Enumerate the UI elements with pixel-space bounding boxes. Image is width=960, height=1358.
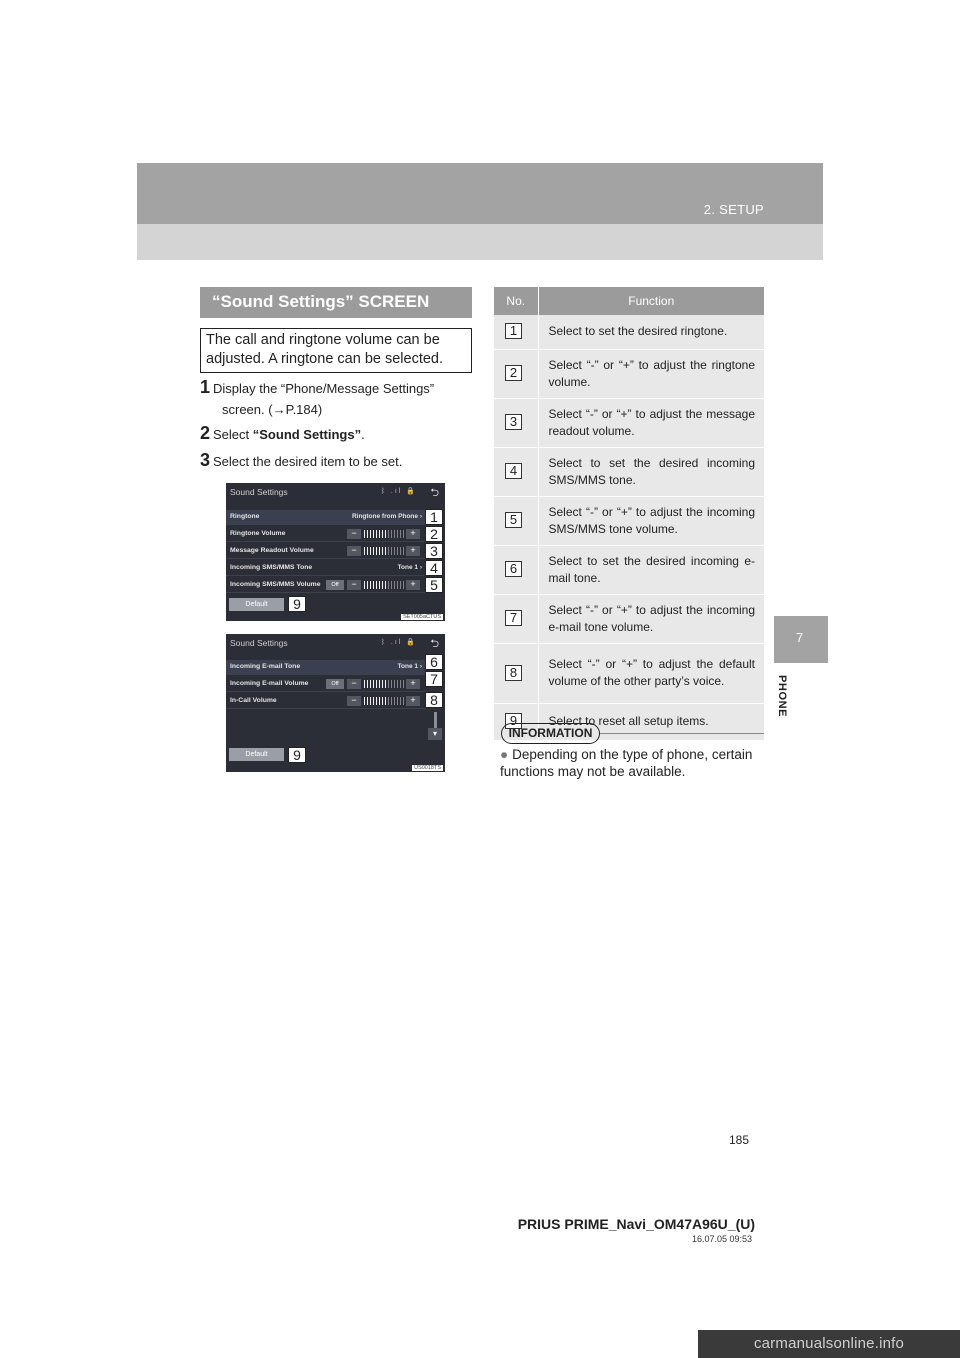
callout-6: 6	[425, 654, 443, 670]
row-value: Ringtone from Phone ›	[351, 513, 422, 520]
minus-button[interactable]: −	[347, 679, 361, 689]
section-title: “Sound Settings” SCREEN	[200, 287, 472, 318]
off-button[interactable]: Off	[326, 580, 344, 590]
row-function: Select “-” or “+” to adjust the incoming e-mail tone volume.	[538, 594, 764, 643]
callout-8: 8	[425, 692, 443, 708]
row-number: 3	[505, 414, 522, 430]
row-function: Select to reset all setup items.	[538, 703, 764, 740]
step-1-cont: screen. (→P.184)	[222, 402, 323, 417]
status-icons: ᛒ .ıl 🔒	[380, 639, 417, 646]
status-icons: ᛒ .ıl 🔒	[380, 488, 417, 495]
image-code: SET005aCTUS	[403, 614, 441, 620]
step-bold: “Sound Settings”	[252, 427, 362, 442]
default-button[interactable]: Default	[229, 748, 284, 761]
email-volume-row	[226, 677, 426, 692]
scrollbar[interactable]	[434, 712, 437, 728]
step-text: Display the “Phone/Message Settings”	[213, 381, 435, 396]
callout-9: 9	[288, 596, 306, 612]
default-button[interactable]: Default	[229, 598, 284, 611]
table-row	[494, 398, 764, 447]
step-text: Select the desired item to be set.	[213, 454, 403, 469]
information-item	[500, 746, 766, 780]
sound-settings-screenshot-2	[226, 634, 445, 772]
callout-9: 9	[288, 747, 306, 763]
plus-button[interactable]: +	[406, 546, 420, 556]
information-badge: INFORMATION	[501, 723, 600, 744]
minus-button[interactable]: −	[347, 546, 361, 556]
step-2	[200, 424, 365, 444]
ringtone-row[interactable]	[226, 510, 426, 525]
row-number: 6	[505, 561, 522, 577]
minus-button[interactable]: −	[347, 580, 361, 590]
volume-bars	[364, 530, 404, 538]
plus-button[interactable]: +	[406, 529, 420, 539]
column-header: Function	[538, 287, 764, 315]
row-label: Ringtone	[230, 513, 260, 520]
chapter-number: 7	[796, 630, 804, 645]
callout-3: 3	[425, 543, 443, 559]
row-number: 2	[505, 365, 522, 381]
row-function: Select “-” or “+” to adjust the message readout volume.	[538, 398, 764, 447]
row-value: Tone 1 ›	[397, 564, 422, 571]
row-number: 9	[505, 713, 522, 729]
table-row	[494, 447, 764, 496]
section-header: 2. SETUP	[703, 202, 764, 217]
information-text: Depending on the type of phone, certain functions may not be available.	[500, 747, 753, 779]
minus-button[interactable]: −	[347, 529, 361, 539]
table-row	[494, 545, 764, 594]
table-row	[494, 594, 764, 643]
back-icon[interactable]: ⮌	[430, 487, 439, 499]
table-row	[494, 496, 764, 545]
manual-model: PRIUS PRIME_Navi_OM47A96U_(U)	[517, 1216, 755, 1232]
bullet-icon: ●	[500, 747, 509, 762]
print-stamp: 16.07.05 09:53	[691, 1234, 752, 1244]
row-label: Incoming E-mail Volume	[230, 680, 309, 687]
message-readout-volume-row	[226, 544, 426, 559]
step-number: 3	[200, 450, 211, 470]
plus-button[interactable]: +	[406, 679, 420, 689]
row-label: Incoming E-mail Tone	[230, 663, 301, 670]
row-function: Select to set the desired incoming e-mail tone.	[538, 545, 764, 594]
chapter-label: PHONE	[776, 675, 788, 718]
minus-button[interactable]: −	[347, 696, 361, 706]
table-row	[494, 315, 764, 349]
image-code: US0018TS	[414, 765, 441, 771]
intro-text: The call and ringtone volume can be adjusted. A ringtone can be selected.	[200, 328, 472, 373]
callout-2: 2	[425, 526, 443, 542]
row-function: Select “-” or “+” to adjust the default volume of the other party’s voice.	[538, 643, 764, 703]
callout-7: 7	[425, 671, 443, 687]
callout-5: 5	[425, 577, 443, 593]
volume-bars	[364, 581, 404, 589]
row-function: Select to set the desired ringtone.	[538, 315, 764, 349]
row-value: Tone 1 ›	[397, 663, 422, 670]
row-label: Ringtone Volume	[230, 530, 286, 537]
volume-bars	[364, 697, 404, 705]
scroll-down-button[interactable]: ▾	[428, 728, 442, 740]
row-label: Incoming SMS/MMS Volume	[230, 581, 321, 588]
volume-bars	[364, 547, 404, 555]
volume-bars	[364, 680, 404, 688]
in-call-volume-row	[226, 694, 426, 709]
plus-button[interactable]: +	[406, 580, 420, 590]
step-text: Select	[213, 427, 253, 442]
row-number: 8	[505, 665, 522, 681]
ringtone-volume-row	[226, 527, 426, 542]
screen-title: Sound Settings	[230, 487, 288, 497]
sms-volume-row	[226, 578, 426, 593]
row-number: 1	[505, 323, 522, 339]
row-number: 7	[505, 610, 522, 626]
row-function: Select to set the desired incoming SMS/MMS tone.	[538, 447, 764, 496]
back-icon[interactable]: ⮌	[430, 638, 439, 650]
watermark: carmanualsonline.info	[698, 1330, 960, 1358]
page-number: 185	[728, 1133, 749, 1147]
sms-tone-row[interactable]	[226, 561, 426, 576]
table-row	[494, 349, 764, 398]
step-number: 1	[200, 377, 211, 397]
screen-title: Sound Settings	[230, 638, 288, 648]
information-divider	[600, 733, 764, 734]
column-header: No.	[494, 287, 538, 315]
row-function: Select “-” or “+” to adjust the incoming SMS/MMS tone volume.	[538, 496, 764, 545]
sound-settings-screenshot-1	[226, 483, 445, 621]
row-function: Select “-” or “+” to adjust the ringtone volume.	[538, 349, 764, 398]
callout-1: 1	[425, 509, 443, 525]
row-label: Incoming SMS/MMS Tone	[230, 564, 313, 571]
step-number: 2	[200, 423, 211, 443]
row-label: Message Readout Volume	[230, 547, 314, 554]
step-1	[200, 378, 434, 398]
function-table	[494, 287, 764, 741]
plus-button[interactable]: +	[406, 696, 420, 706]
off-button[interactable]: Off	[326, 679, 344, 689]
step-3	[200, 451, 402, 471]
table-row	[494, 643, 764, 703]
header-sub-band	[137, 224, 823, 260]
step-suffix: .	[361, 427, 365, 442]
callout-4: 4	[425, 560, 443, 576]
email-tone-row[interactable]	[226, 660, 426, 675]
row-number: 4	[505, 463, 522, 479]
table-header-row	[494, 287, 764, 315]
row-label: In-Call Volume	[230, 697, 277, 704]
row-number: 5	[505, 512, 522, 528]
